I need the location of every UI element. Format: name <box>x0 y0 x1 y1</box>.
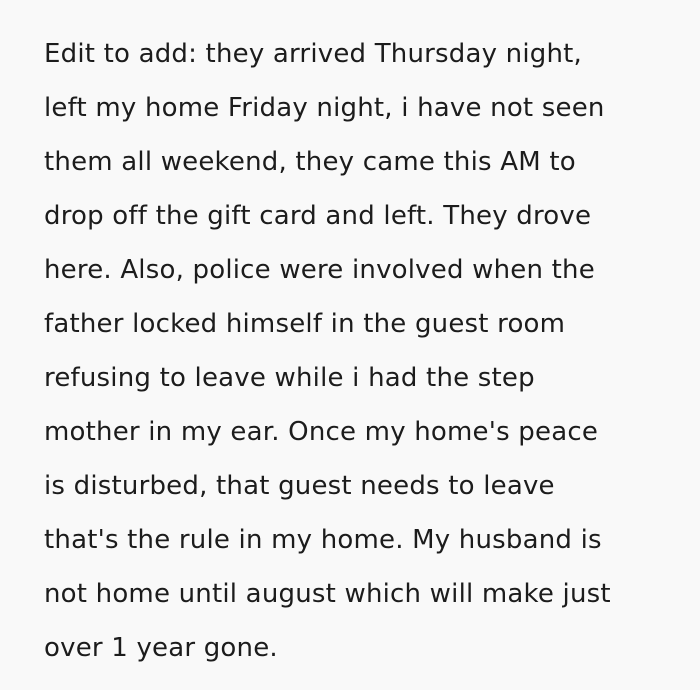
text-line: drop off the gift card and left. They drove <box>44 201 592 231</box>
text-line: not home until august which will make just <box>44 579 611 609</box>
post-body <box>44 27 680 675</box>
text-line: is disturbed, that guest needs to leave <box>44 471 555 501</box>
text-line: over 1 year gone. <box>44 633 278 663</box>
text-line: Edit to add: they arrived Thursday night, <box>44 39 583 69</box>
text-line: left my home Friday night, i have not seen <box>44 93 605 123</box>
text-line: that's the rule in my home. My husband is <box>44 525 602 555</box>
text-line: mother in my ear. Once my home's peace <box>44 417 599 447</box>
text-line: father locked himself in the guest room <box>44 309 566 339</box>
text-line: here. Also, police were involved when the <box>44 255 595 285</box>
text-line: refusing to leave while i had the step <box>44 363 535 393</box>
text-line: them all weekend, they came this AM to <box>44 147 576 177</box>
